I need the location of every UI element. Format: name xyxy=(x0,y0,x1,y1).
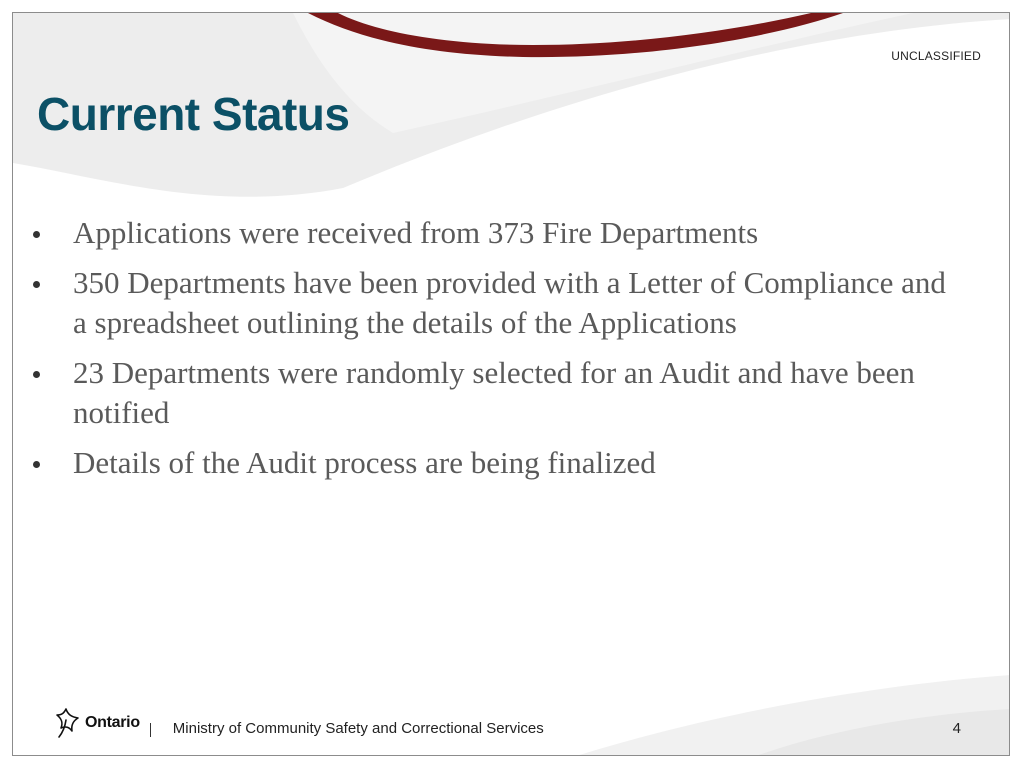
bullet-text: 350 Departments have been provided with a Letter of Compliance and a spreadsheet outlining the details of the Applications xyxy=(73,265,946,340)
bullet-text: 23 Departments were randomly selected for an Audit and have been notified xyxy=(73,355,915,430)
bullet-text: Details of the Audit process are being finalized xyxy=(73,445,656,480)
trillium-icon xyxy=(51,707,81,739)
page-number: 4 xyxy=(952,720,961,737)
bullet-dot-icon xyxy=(33,231,40,238)
bullet-item xyxy=(33,353,963,433)
bullet-item xyxy=(33,263,963,343)
ontario-logo xyxy=(51,707,140,739)
slide xyxy=(12,12,1010,756)
bullet-item xyxy=(33,213,963,253)
slide-title: Current Status xyxy=(37,88,350,140)
classification-label: UNCLASSIFIED xyxy=(891,49,981,63)
footer-separator xyxy=(150,723,151,737)
bullet-list xyxy=(33,213,963,493)
bullet-item xyxy=(33,443,963,483)
bullet-dot-icon xyxy=(33,461,40,468)
bullet-text: Applications were received from 373 Fire Departments xyxy=(73,215,759,250)
ministry-name: Ministry of Community Safety and Correctional Services xyxy=(172,720,544,737)
footer xyxy=(51,703,544,739)
bullet-dot-icon xyxy=(33,281,40,288)
bullet-dot-icon xyxy=(33,371,40,378)
ontario-logo-text: Ontario xyxy=(85,714,140,731)
